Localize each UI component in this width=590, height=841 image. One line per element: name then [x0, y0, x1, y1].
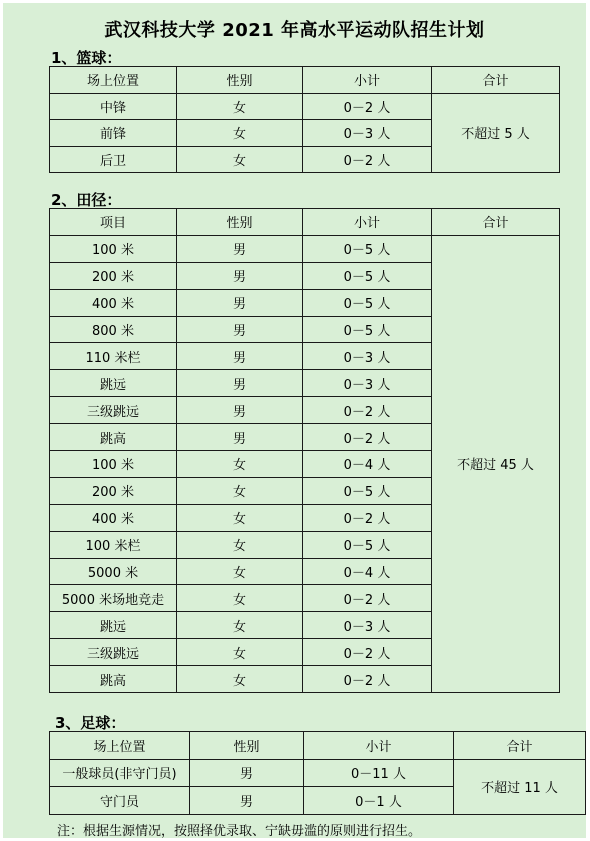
gender-cell: 女: [177, 612, 303, 639]
count-cell: 0－2 人: [303, 424, 432, 451]
gender-cell: 男: [177, 397, 303, 424]
count-cell: 0－5 人: [303, 289, 432, 316]
header-cell: 性别: [177, 209, 303, 236]
event-cell: 5000 米场地竞走: [50, 585, 177, 612]
header-cell: 小计: [304, 732, 454, 760]
count-cell: 0－3 人: [303, 120, 432, 147]
section-heading-basketball: 1、篮球：: [51, 49, 122, 67]
gender-cell: 女: [177, 120, 303, 147]
count-cell: 0－5 人: [303, 477, 432, 504]
gender-cell: 女: [177, 639, 303, 666]
event-cell: 200 米: [50, 262, 177, 289]
header-cell: 合计: [432, 67, 560, 94]
gender-cell: 男: [177, 343, 303, 370]
event-cell: 三级跳远: [50, 397, 177, 424]
gender-cell: 男: [177, 370, 303, 397]
header-cell: 场上位置: [50, 67, 177, 94]
count-cell: 0－4 人: [303, 451, 432, 478]
count-cell: 0－2 人: [303, 146, 432, 173]
position-cell: 守门员: [50, 787, 190, 815]
football-table: [49, 731, 586, 815]
table-header-row: [50, 732, 586, 760]
gender-cell: 女: [177, 477, 303, 504]
event-cell: 5000 米: [50, 558, 177, 585]
count-cell: 0－5 人: [303, 316, 432, 343]
gender-cell: 男: [177, 424, 303, 451]
gender-cell: 女: [177, 531, 303, 558]
document-title: 武汉科技大学 2021 年高水平运动队招生计划: [104, 20, 485, 41]
event-cell: 400 米: [50, 504, 177, 531]
event-cell: 跳高: [50, 424, 177, 451]
event-cell: 110 米栏: [50, 343, 177, 370]
position-cell: 一般球员(非守门员): [50, 759, 190, 787]
event-cell: 100 米: [50, 235, 177, 262]
header-cell: 性别: [177, 67, 303, 94]
gender-cell: 男: [190, 787, 304, 815]
gender-cell: 女: [177, 558, 303, 585]
count-cell: 0－3 人: [303, 370, 432, 397]
table-header-row: [50, 67, 560, 94]
gender-cell: 女: [177, 585, 303, 612]
header-cell: 小计: [303, 67, 432, 94]
section-heading-track: 2、田径：: [51, 191, 122, 209]
event-cell: 跳高: [50, 666, 177, 693]
event-cell: 跳远: [50, 612, 177, 639]
table-row: [50, 93, 560, 120]
total-cell: 不超过 5 人: [432, 93, 560, 173]
total-cell: 不超过 11 人: [454, 759, 586, 814]
count-cell: 0－5 人: [303, 531, 432, 558]
count-cell: 0－5 人: [303, 262, 432, 289]
count-cell: 0－2 人: [303, 397, 432, 424]
count-cell: 0－5 人: [303, 235, 432, 262]
count-cell: 0－2 人: [303, 504, 432, 531]
total-cell: 不超过 45 人: [432, 235, 560, 692]
table-header-row: [50, 209, 560, 236]
gender-cell: 女: [177, 93, 303, 120]
table-row: [50, 759, 586, 787]
count-cell: 0－3 人: [303, 343, 432, 370]
header-cell: 合计: [454, 732, 586, 760]
count-cell: 0－2 人: [303, 585, 432, 612]
gender-cell: 男: [190, 759, 304, 787]
count-cell: 0－4 人: [303, 558, 432, 585]
event-cell: 200 米: [50, 477, 177, 504]
event-cell: 100 米栏: [50, 531, 177, 558]
position-cell: 前锋: [50, 120, 177, 147]
document-page: [3, 3, 586, 838]
count-cell: 0－11 人: [304, 759, 454, 787]
gender-cell: 女: [177, 146, 303, 173]
event-cell: 100 米: [50, 451, 177, 478]
gender-cell: 男: [177, 316, 303, 343]
gender-cell: 女: [177, 666, 303, 693]
event-cell: 400 米: [50, 289, 177, 316]
basketball-table: [49, 66, 560, 173]
event-cell: 800 米: [50, 316, 177, 343]
gender-cell: 男: [177, 262, 303, 289]
table-row: [50, 235, 560, 262]
count-cell: 0－3 人: [303, 612, 432, 639]
count-cell: 0－2 人: [303, 666, 432, 693]
position-cell: 后卫: [50, 146, 177, 173]
event-cell: 三级跳远: [50, 639, 177, 666]
track-table: [49, 208, 560, 693]
header-cell: 合计: [432, 209, 560, 236]
count-cell: 0－2 人: [303, 93, 432, 120]
gender-cell: 女: [177, 451, 303, 478]
position-cell: 中锋: [50, 93, 177, 120]
header-cell: 项目: [50, 209, 177, 236]
header-cell: 场上位置: [50, 732, 190, 760]
count-cell: 0－2 人: [303, 639, 432, 666]
gender-cell: 男: [177, 235, 303, 262]
section-heading-football: 3、足球：: [55, 714, 126, 732]
event-cell: 跳远: [50, 370, 177, 397]
footnote: 注：根据生源情况，按照择优录取、宁缺毋滥的原则进行招生。: [57, 824, 422, 839]
gender-cell: 男: [177, 289, 303, 316]
header-cell: 小计: [303, 209, 432, 236]
count-cell: 0－1 人: [304, 787, 454, 815]
header-cell: 性别: [190, 732, 304, 760]
gender-cell: 女: [177, 504, 303, 531]
